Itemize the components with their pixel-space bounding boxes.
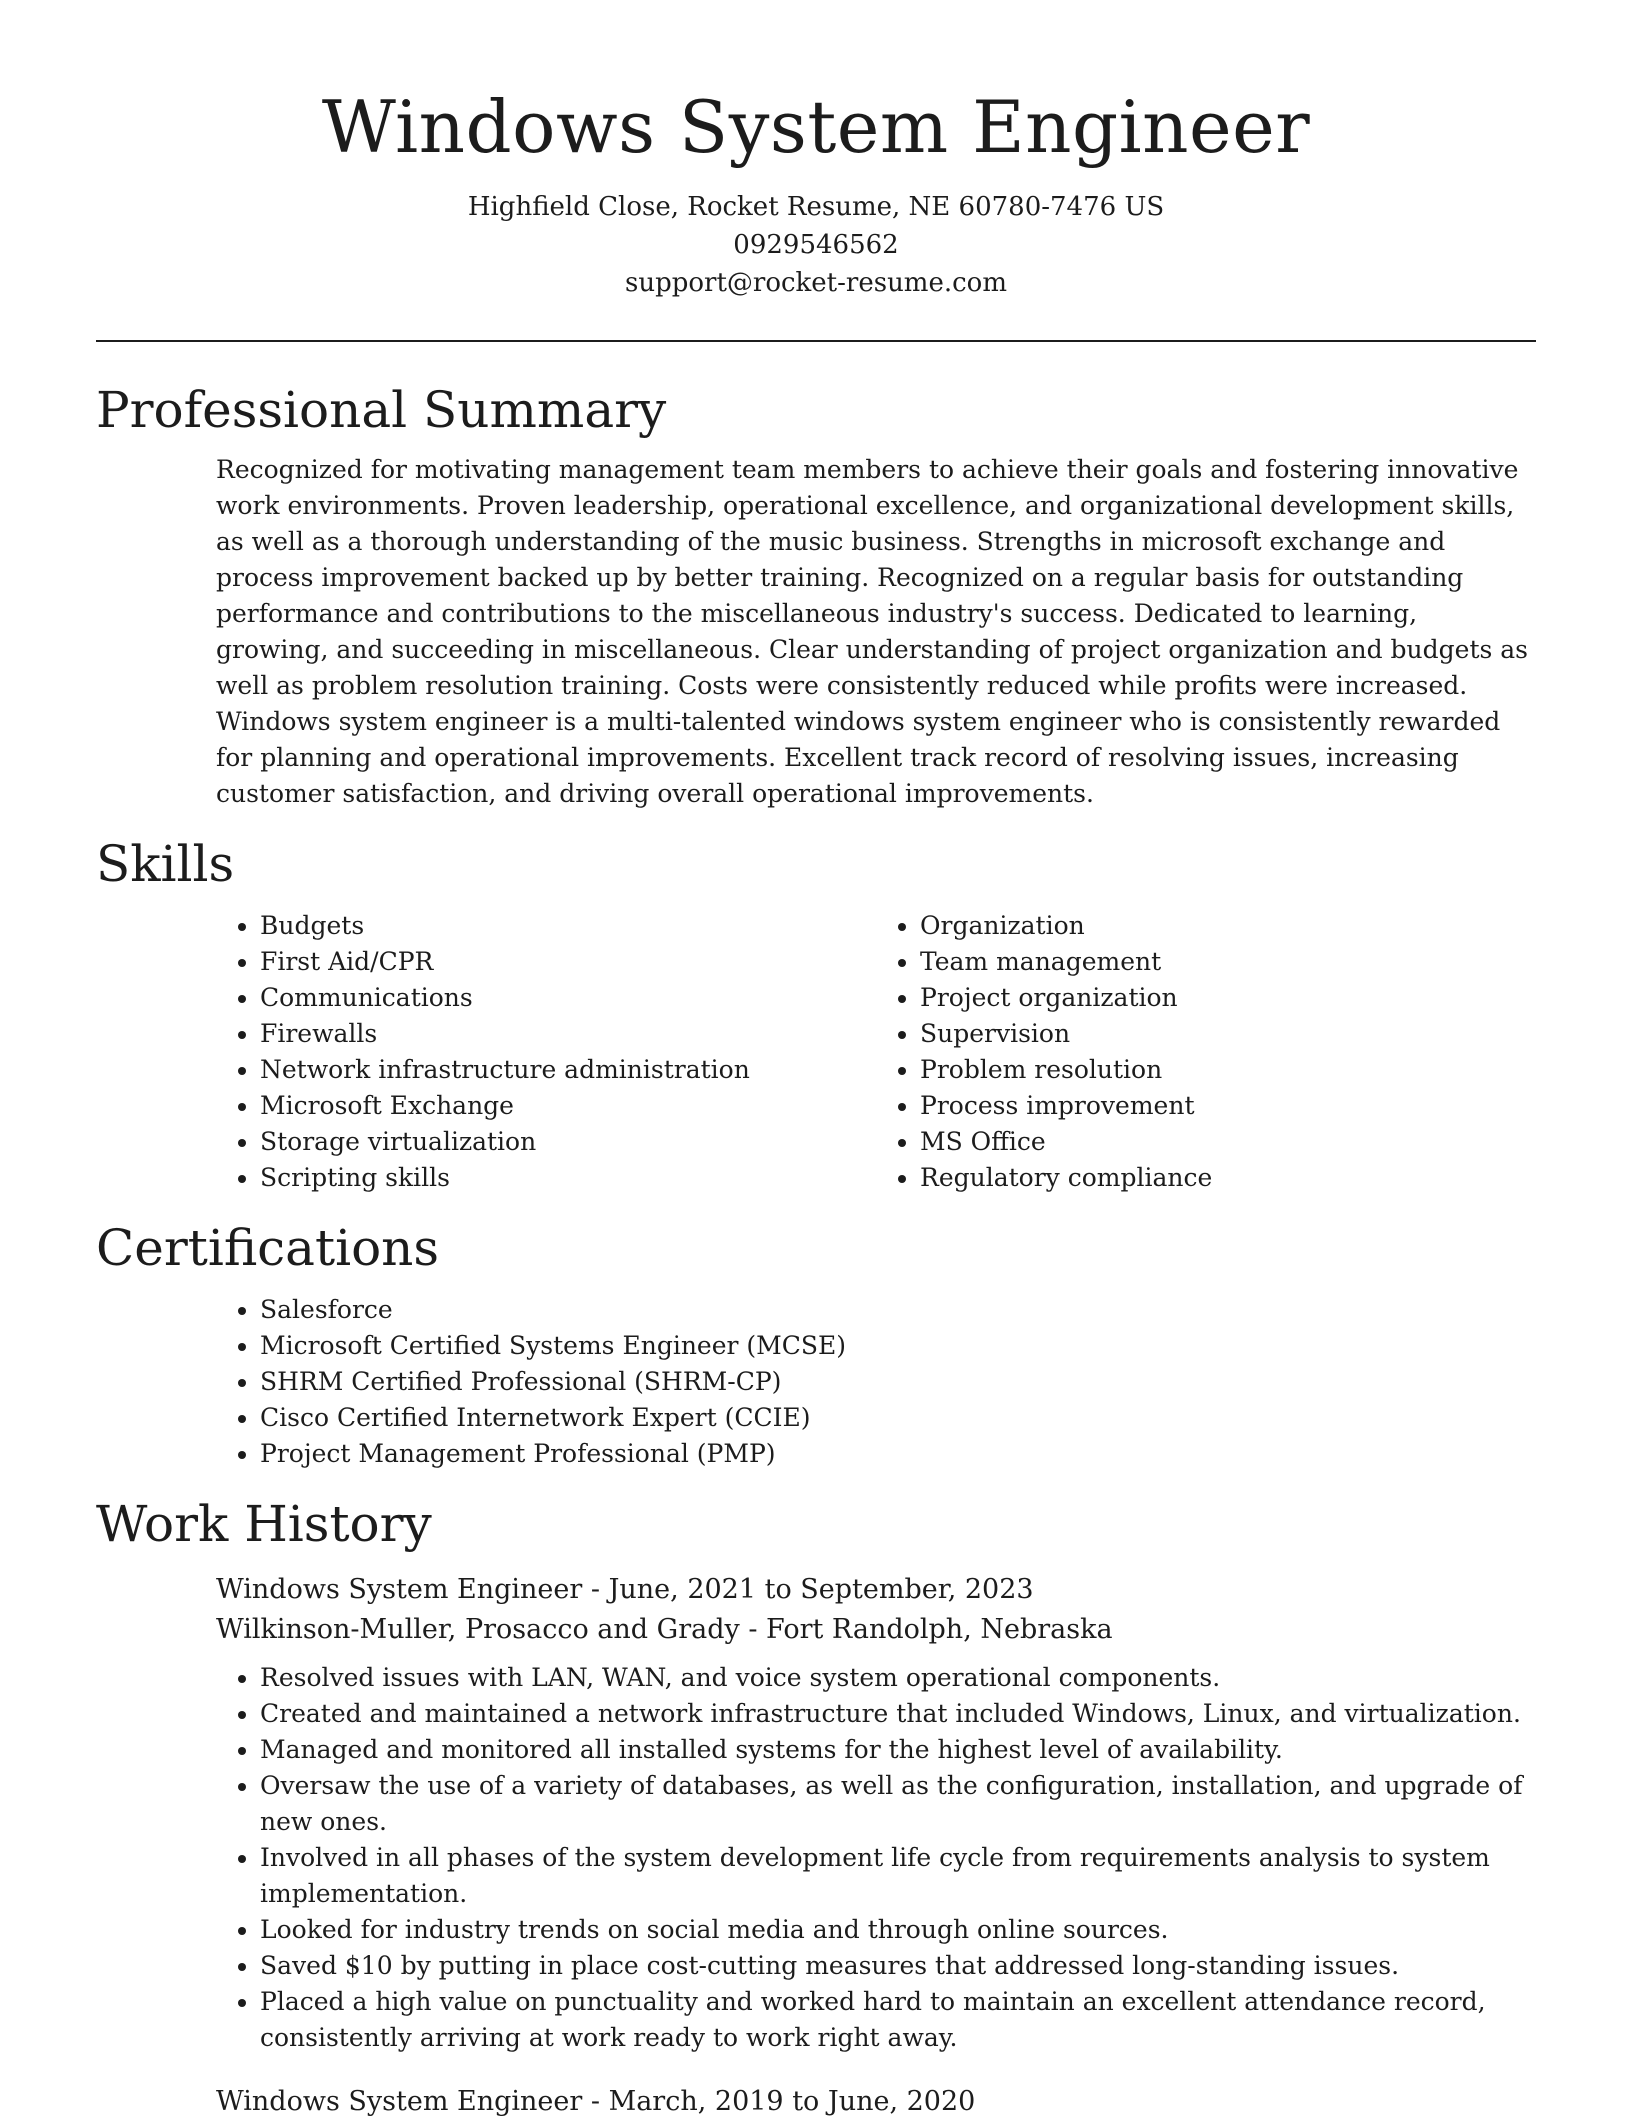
address-text: Highfield Close, Rocket Resume, NE 60780-7476 US bbox=[467, 192, 1165, 222]
list-item: • Managed and monitored all installed systems for the highest level of availability. bbox=[260, 1732, 1536, 1768]
list-item: • First Aid/CPR bbox=[260, 944, 876, 980]
list-item: • Resolved issues with LAN, WAN, and voice system operational components. bbox=[260, 1660, 1536, 1696]
list-item: • Project Management Professional (PMP) bbox=[260, 1436, 1536, 1472]
skills-list-left bbox=[216, 908, 876, 1196]
list-item: • Process improvement bbox=[920, 1088, 1536, 1124]
list-item: • Placed a high value on punctuality and worked hard to maintain an excellent attendance record, consistently arriving at work ready to work right away. bbox=[260, 1984, 1536, 2056]
summary-heading: Professional Summary bbox=[96, 381, 667, 439]
work-history-section bbox=[0, 1494, 1632, 2122]
list-item: • Created and maintained a network infrastructure that included Windows, Linux, and virtualization. bbox=[260, 1696, 1536, 1732]
job-role-line: Windows System Engineer - June, 2021 to September, 2023 bbox=[216, 1574, 1034, 1605]
summary-text: Recognized for motivating management team members to achieve their goals and fostering innovative work environments. Proven leadership, operational excellence, and organizational development skills, as well as a thorough understanding of the music business. Strengths in microsoft exchange and process improvement backed up by better training. Recognized on a regular basis for outstanding performance and contributions to the miscellaneous industry's success. Dedicated to learning, growing, and succeeding in miscellaneous. Clear understanding of project organization and budgets as well as problem resolution training. Costs were consistently reduced while profits were increased. Windows system engineer is a multi-talented windows system engineer who is consistently rewarded for planning and operational improvements. Excellent track record of resolving issues, increasing customer satisfaction, and driving overall operational improvements. bbox=[216, 455, 1529, 808]
list-item: • Budgets bbox=[260, 908, 876, 944]
summary-section bbox=[0, 380, 1632, 812]
list-item: • Communications bbox=[260, 980, 876, 1016]
list-item: • Involved in all phases of the system development life cycle from requirements analysis to system implementation. bbox=[260, 1840, 1536, 1912]
list-item: • SHRM Certified Professional (SHRM-CP) bbox=[260, 1364, 1536, 1400]
work-history-heading: Work History bbox=[96, 1495, 432, 1553]
skills-columns bbox=[216, 908, 1536, 1196]
skills-section bbox=[0, 834, 1632, 1196]
list-item: • Regulatory compliance bbox=[920, 1160, 1536, 1196]
skills-list-right bbox=[876, 908, 1536, 1196]
list-item: • MS Office bbox=[920, 1124, 1536, 1160]
list-item: • Saved $10 by putting in place cost-cutting measures that addressed long-standing issues. bbox=[260, 1948, 1536, 1984]
list-item: • Looked for industry trends on social media and through online sources. bbox=[260, 1912, 1536, 1948]
list-item: • Problem resolution bbox=[920, 1052, 1536, 1088]
list-item: • Project organization bbox=[920, 980, 1536, 1016]
list-item: • Cisco Certified Internetwork Expert (CCIE) bbox=[260, 1400, 1536, 1436]
job-entry bbox=[216, 1570, 1536, 2122]
list-item: • Network infrastructure administration bbox=[260, 1052, 876, 1088]
job-bullets bbox=[216, 1660, 1536, 2056]
skills-heading: Skills bbox=[96, 835, 235, 893]
list-item: • Microsoft Certified Systems Engineer (MCSE) bbox=[260, 1328, 1536, 1364]
list-item: • Team management bbox=[920, 944, 1536, 980]
list-item: • Supervision bbox=[920, 1016, 1536, 1052]
job-company-line: Wilkinson-Muller, Prosacco and Grady - Fort Randolph, Nebraska bbox=[216, 1614, 1113, 1645]
email-text: support@rocket-resume.com bbox=[624, 268, 1007, 298]
contact-block bbox=[0, 188, 1632, 302]
list-item: • Storage virtualization bbox=[260, 1124, 876, 1160]
list-item: • Firewalls bbox=[260, 1016, 876, 1052]
list-item: • Scripting skills bbox=[260, 1160, 876, 1196]
certifications-heading: Certifications bbox=[96, 1219, 440, 1277]
certifications-section bbox=[0, 1218, 1632, 1472]
list-item: • Microsoft Exchange bbox=[260, 1088, 876, 1124]
certifications-list bbox=[216, 1292, 1536, 1472]
job-role-line: Windows System Engineer - March, 2019 to June, 2020 bbox=[216, 2086, 976, 2117]
header-divider bbox=[96, 340, 1536, 342]
phone-text: 0929546562 bbox=[733, 230, 899, 260]
list-item: • Oversaw the use of a variety of databases, as well as the configuration, installation, and upgrade of new ones. bbox=[260, 1768, 1536, 1840]
resume-header bbox=[0, 0, 1632, 302]
certifications-block bbox=[216, 1292, 1536, 1472]
list-item: • Salesforce bbox=[260, 1292, 1536, 1328]
list-item: • Organization bbox=[920, 908, 1536, 944]
candidate-name: Windows System Engineer bbox=[321, 85, 1311, 169]
